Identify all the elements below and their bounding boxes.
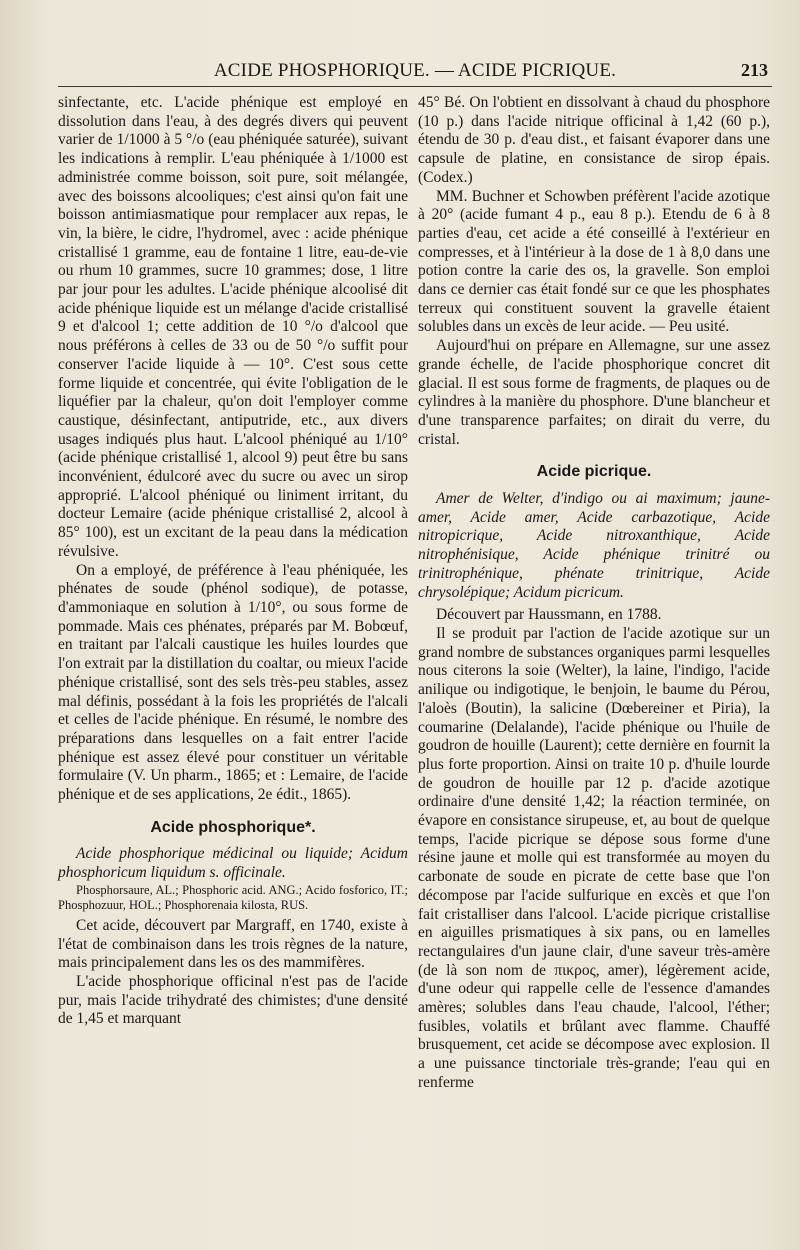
running-title: ACIDE PHOSPHORIQUE. — ACIDE PICRIQUE.: [213, 60, 617, 81]
left-column: [58, 94, 408, 1029]
paragraph: Aujourd'hui on prépare en Allemagne, sur une assez grande échelle, de l'acide phosphorique concret dit glacial. Il est sous forme de fragments, de plaques ou de cylindres à la manière du phosphore. D'une blancheur et d'une transparence parfaites; on dirait du verre, du cristal.: [418, 337, 770, 448]
section-heading: Acide phosphorique*.: [150, 818, 316, 836]
synonyms: Acide phosphorique médicinal ou liquide; Acidum phosphoricum liquidum s. officinale.: [58, 845, 408, 882]
paragraph: Il se produit par l'action de l'acide azotique sur un grand nombre de substances organiques parmi lesquelles nous citerons la soie (Welter), la laine, l'indigo, l'acide anilique ou indigotique, le benjoin, le baume du Pérou, l'aloès (Boutin), la salicine (Dœbereiner et Piria), la coumarine (Delalande), l'acide phénique ou l'huile de goudron de houille (Laurent); cette dernière en fournit la plus forte proportion. Ainsi on traite 10 p. d'huile lourde de goudron de houille par 12 p. d'acide azotique ordinaire d'une densité 1,42; la réaction terminée, on évapore en consistance sirupeuse, et, au bout de quelque temps, l'acide picrique se dépose sous forme d'une résine jaune et molle qui est transformée au moyen du carbonate de soude en picrate de cette base que l'on décompose par l'acide sulfurique en excès et que l'on fait cristalliser dans l'alcool. L'acide picrique cristallise en aiguilles prismatiques à six pans, ou en lamelles rectangulaires d'un jaune clair, d'une saveur très-amère (de là son nom de πικρος, amer), légèrement acide, d'une odeur qui rappelle celle de l'essence d'amandes amères; solubles dans l'eau chaude, l'alcool, l'éther; fusibles, volatils et brûlant avec flamme. Chauffé brusquement, cet acide se décompose avec explosion. Il a une puissance tinctoriale très-grande; l'eau qui en renferme: [418, 624, 770, 1091]
paragraph: Cet acide, découvert par Margraff, en 1740, existe à l'état de combinaison dans les trois règnes de la nature, mais principalement dans les os des mammifères.: [58, 916, 408, 972]
paragraph: On a employé, de préférence à l'eau phéniquée, les phénates de soude (phénol sodique), de potasse, d'ammoniaque en solution à 1/10°, ou sous forme de pommade. Mais ces phénates, préparés par M. Bobœuf, en traitant par l'alcali caustique les huiles lourdes que l'on extrait par la distillation du coaltar, ou mieux l'acide phénique cristallisé, sont des sels très-peu stables, assez mal définis, possédant à la fois les propriétés de l'alcali et celles de l'acide phénique. En résumé, le nombre des préparations dans lesquelles on a fait entrer l'acide phénique est assez élevé pour constituer un véritable formulaire (V. Un pharm., 1865; et : Lemaire, de l'acide phénique et de ses applications, 2e édit., 1865).: [58, 561, 408, 804]
synonyms: Amer de Welter, d'indigo ou ai maximum; jaune-amer, Acide amer, Acide carbazotique, Acide nitropicrique, Acide nitroxanthique, Acide nitrophénisique, Acide phénique trinitré ou trinitrophénique, phénate trinitrique, Acide chrysolépique; Acidum picricum.: [418, 490, 770, 601]
section-heading: Acide picrique.: [536, 463, 652, 481]
paragraph: MM. Buchner et Schowben préfèrent l'acide azotique à 20° (acide fumant 4 p., eau 8 p.). Etendu de 6 à 8 parties d'eau, cet acide a été conseillé à l'extérieur en compresses, et à l'intérieur à la dose de 1 à 8,0 dans une potion contre la carie des os, la gravelle. Son emploi dans ce dernier cas était fondé sur ce que les phosphates terreux qui constituent souvent la gravelle étaient solubles dans un excès de leur acide. — Peu usité.: [418, 187, 770, 336]
running-header: [58, 60, 772, 87]
paragraph: Découvert par Haussmann, en 1788.: [436, 606, 662, 624]
paragraph: sinfectante, etc. L'acide phénique est employé en dissolution dans l'eau, à des degrés divers qui peuvent varier de 1/1000 à 5 °/o (eau phéniquée saturée), suivant les indications à remplir. L'eau phéniquée à 1/1000 est administrée comme boisson, soit pure, soit mélangée, avec des boissons alcooliques; c'est ainsi qu'on fait une boisson antimiasmatique pour remplacer aux repas, le vin, la bière, le cidre, l'hydromel, avec : acide phénique cristallisé 1 gramme, eau de fontaine 1 litre, eau-de-vie ou rhum 10 grammes, sucre 10 grammes; dose, 1 litre par jour pour les adultes. L'acide phénique alcoolisé dit acide phénique liquide est un mélange d'acide cristallisé 9 et d'alcool 1; cette addition de 10 °/o d'alcool que nous préférons à celles de 33 ou de 50 °/o suffit pour conserver l'acide liquide à — 10°. C'est sous cette forme liquide et concentrée, qui évite l'obligation de le liquéfier par la chaleur, qu'on doit l'employer comme caustique, désinfectant, antiputride, etc., aux divers usages indiqués plus haut. L'alcool phéniqué au 1/10° (acide phénique cristallisé 1, alcool 9) peut être bu sans inconvénient, édulcoré avec du sucre ou avec un sirop approprié. L'alcool phéniqué ou liniment irritant, du docteur Lemaire (acide phénique cristallisé 2, alcool à 85° 100), est un excitant de la peau dans la médication révulsive.: [58, 94, 408, 560]
paragraph: L'acide phosphorique officinal n'est pas de l'acide pur, mais l'acide trihydraté des chimistes; d'une densité de 1,45 et marquant: [58, 972, 408, 1028]
right-column: [418, 94, 770, 1093]
page-number: 213: [741, 60, 768, 80]
translations: Phosphorsaure, AL.; Phosphoric acid. ANG.; Acido fosforico, IT.; Phosphozuur, HOL.; Phosphorenaia kilosta, RUS.: [58, 882, 408, 912]
paragraph: 45° Bé. On l'obtient en dissolvant à chaud du phosphore (10 p.) dans l'acide nitrique officinal à 1,42 (60 p.), étendu de 30 p. d'eau dist., et faisant évaporer dans une capsule de platine, en consistance de sirop épais. (Codex.): [418, 94, 770, 186]
